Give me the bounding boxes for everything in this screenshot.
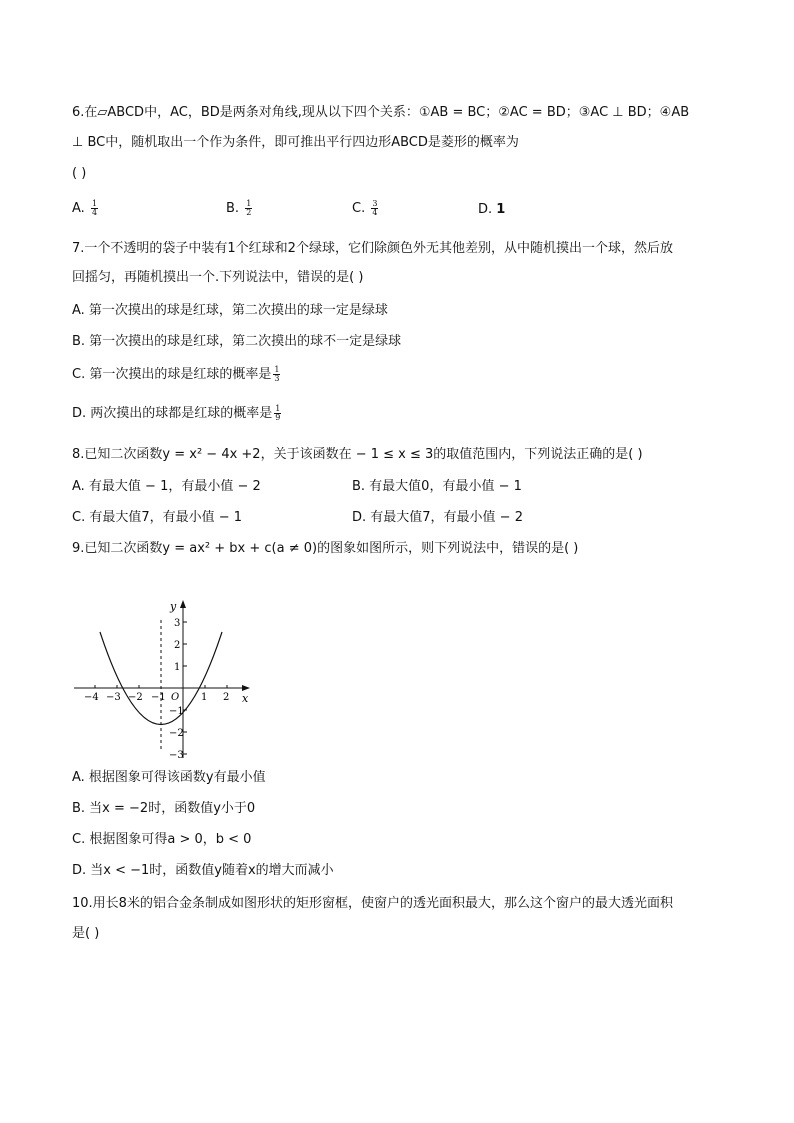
q6-stem-line1: 6.在▱ABCD中，AC，BD是两条对角线,现从以下四个关系：①AB = BC；②AC = BD；③AC ⊥ BD；④AB: [72, 105, 690, 120]
option-label: D.: [478, 202, 493, 217]
y-tick-label: 3: [174, 618, 181, 629]
q6-option-d: [478, 201, 505, 219]
option-label: B.: [226, 201, 240, 216]
q8-stem: 8.已知二次函数y = x² − 4x +2，关于该函数在 − 1 ≤ x ≤ 3的取值范围内，下列说法正确的是( ): [72, 447, 643, 462]
q9-option-d: D. 当x < −1时，函数值y随着x的增大而减小: [72, 863, 334, 878]
q9-option-b: B. 当x = −2时，函数值y小于0: [72, 801, 256, 816]
q7-stem-line1: 7.一个不透明的袋子中装有1个红球和2个绿球，它们除颜色外无其他差别，从中随机摸出一个球，然后放: [72, 241, 673, 256]
y-axis-arrow: [180, 600, 186, 608]
q9-option-c: C. 根据图象可得a > 0，b < 0: [72, 832, 252, 847]
y-tick-label: −1: [169, 706, 184, 717]
q9-option-a: A. 根据图象可得该函数y有最小值: [72, 770, 266, 785]
q6-paren: ( ): [72, 166, 87, 181]
y-axis-label: y: [170, 600, 177, 613]
q7-option-d: D. 两次摸出的球都是红球的概率是 $\frac{1}{9}$: [72, 404, 281, 422]
q6-option-a: [72, 200, 100, 218]
q8-option-c: C. 有最大值7，有最小值 − 1: [72, 510, 243, 525]
x-tick-label: −1: [151, 692, 166, 703]
y-tick-label: 1: [174, 662, 181, 673]
x-tick-label: −3: [106, 692, 121, 703]
option-value: 1: [496, 202, 506, 217]
origin-label: O: [171, 692, 180, 703]
x-axis-label: x: [242, 692, 249, 705]
parabola-graph: [70, 592, 260, 762]
q6-option-b: [226, 200, 254, 218]
q6-option-c: [352, 200, 380, 218]
q8-option-a: A. 有最大值 − 1，有最小值 − 2: [72, 479, 261, 494]
y-tick-label: 2: [174, 640, 181, 651]
q8-option-b: B. 有最大值0，有最小值 − 1: [352, 479, 522, 494]
x-axis-arrow: [242, 685, 250, 691]
q7-stem-line2: 回摇匀，再随机摸出一个.下列说法中，错误的是( ): [72, 270, 364, 285]
y-tick-label: −2: [169, 728, 184, 739]
fraction: $\frac{1}{3}$: [274, 365, 280, 383]
x-tick-label: −4: [84, 692, 99, 703]
x-tick-label: −2: [128, 692, 143, 703]
q8-option-d: D. 有最大值7，有最小值 − 2: [352, 510, 523, 525]
q9-stem: 9.已知二次函数y = ax² + bx + c(a ≠ 0)的图象如图所示，则下列说法中，错误的是( ): [72, 541, 579, 556]
q6-stem-line2: ⊥ BC中，随机取出一个作为条件，即可推出平行四边形ABCD是菱形的概率为: [72, 135, 519, 150]
fraction: $\frac{1}{2}$: [246, 199, 252, 217]
x-tick-label: 1: [201, 692, 208, 703]
y-tick-label: −3: [169, 750, 184, 761]
fraction: $\frac{1}{4}$: [91, 199, 98, 217]
fraction: $\frac{3}{4}$: [372, 199, 378, 217]
q7-option-b: B. 第一次摸出的球是红球，第二次摸出的球不一定是绿球: [72, 334, 402, 349]
x-tick-label: 2: [223, 692, 230, 703]
q10-stem-line2: 是( ): [72, 926, 100, 941]
fraction: $\frac{1}{9}$: [275, 404, 281, 422]
q10-stem-line1: 10.用长8米的铝合金条制成如图形状的矩形窗框，使窗户的透光面积最大，那么这个窗户的最大透光面积: [72, 896, 673, 911]
q7-option-a: A. 第一次摸出的球是红球，第二次摸出的球一定是绿球: [72, 303, 388, 318]
option-label: C.: [352, 201, 366, 216]
q7-option-c: C. 第一次摸出的球是红球的概率是 $\frac{1}{3}$: [72, 365, 280, 383]
option-label: A.: [72, 201, 85, 216]
